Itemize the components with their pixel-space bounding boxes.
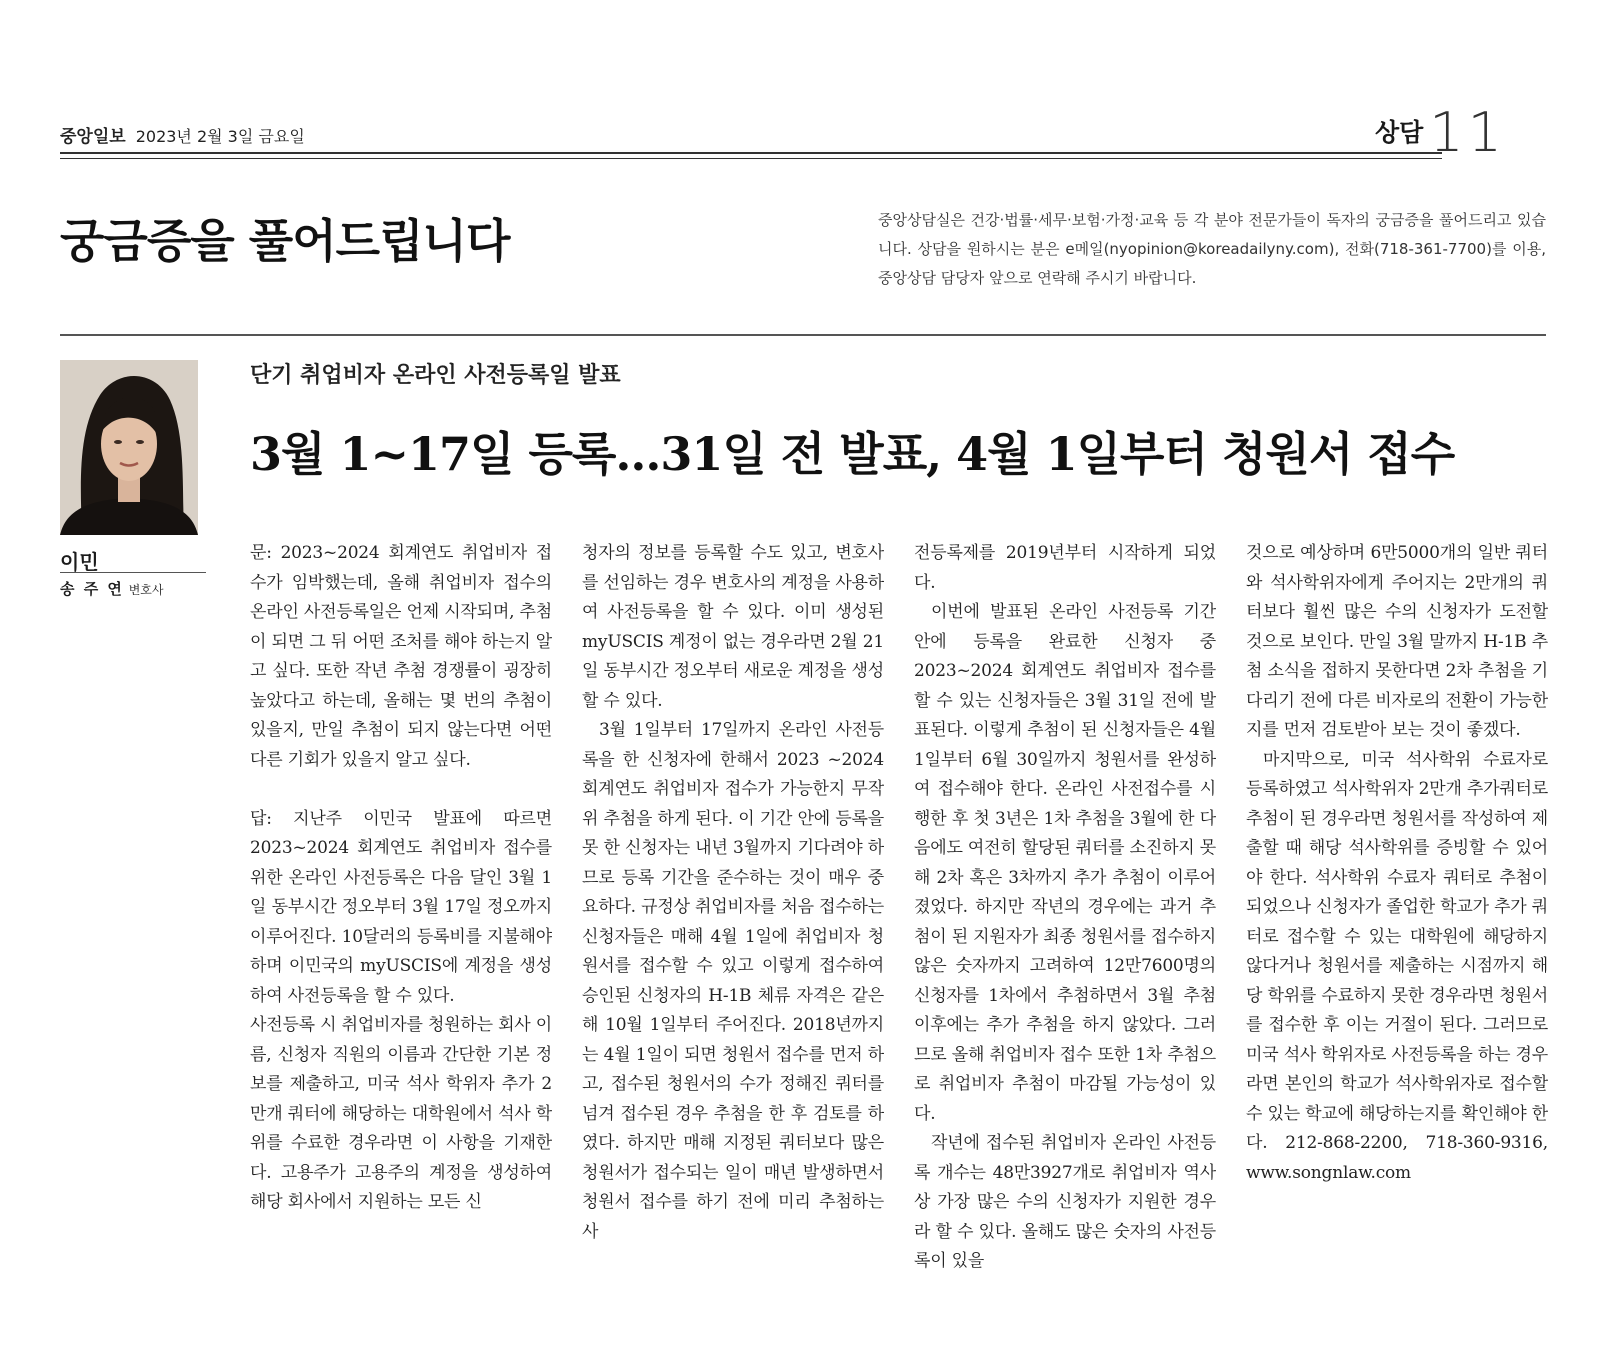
article-column-2 bbox=[582, 539, 884, 1334]
masthead-rule-thin bbox=[60, 158, 1442, 159]
masthead-rule-thick bbox=[60, 152, 1442, 154]
issue-date: 2023년 2월 3일 금요일 bbox=[135, 127, 305, 146]
section-banner-title: 궁금증을 풀어드립니다 bbox=[60, 214, 510, 268]
section-intro: 중앙상담실은 건강·법률·세무·보험·가정·교육 등 각 분야 전문가들이 독자의 궁금증을 풀어드리고 있습니다. 상담을 원하시는 분은 e메일(nyopinion@koreadailyny.com), 전화(718-361-7700)를 이용, 중앙상담 담당자 앞으로 연락해 주시기 바랍니다. bbox=[878, 211, 1546, 287]
columnist-photo bbox=[60, 360, 198, 535]
column-3-paragraph-3: 작년에 접수된 취업비자 온라인 사전등록 개수는 48만3927개로 취업비자 역사상 가장 많은 수의 신청자가 지원한 경우라 할 수 있다. 올해도 많은 숫자의 사전등록이 있을 bbox=[914, 1133, 1216, 1271]
banner-divider bbox=[60, 334, 1546, 336]
article-subhead: 단기 취업비자 온라인 사전등록일 발표 bbox=[250, 363, 621, 388]
column-1-paragraph-1: 문: 2023~2024 회계연도 취업비자 접수가 임박했는데, 올해 취업비자 접수의 온라인 사전등록일은 언제 시작되며, 추첨이 되면 그 뒤 어떤 조처를 해야 하는지 알고 싶다. 또한 작년 추첨 경쟁률이 굉장히 높았다고 하는데, 올해는 몇 번의 추첨이 있을지, 만일 추첨이 되지 않는다면 어떤 다른 기회가 있을지 알고 싶다. bbox=[250, 543, 552, 770]
category-rule bbox=[60, 572, 206, 573]
columnist-portrait-image bbox=[60, 360, 198, 535]
page-number: 11 bbox=[1429, 101, 1506, 164]
column-4-paragraph-2: 마지막으로, 미국 석사학위 수료자로 등록하였고 석사학위자 2만개 추가쿼터로 추첨이 된 경우라면 청원서를 작성하여 제출할 때 해당 석사학위를 증빙할 수 있어야 한다. 석사학위 수료자 쿼터로 추첨이 되었으나 신청자가 졸업한 학교가 추가 쿼터로 접수할 수 있는 대학원에 해당하지 않다거나 청원서를 제출하는 시점까지 해당 학위를 수료하지 못한 경우라면 청원서를 접수한 후 이는 거절이 된다. 그러므로 미국 석사 학위자로 사전등록을 하는 경우라면 본인의 학교가 석사학위자로 접수할 수 있는 학교에 해당하는지를 확인해야 한다. 212-868-2200, 718-360-9316, www.songnlaw.com bbox=[1246, 749, 1548, 1183]
columnist-name: 송 주 연 bbox=[60, 580, 124, 598]
section-name: 상담 bbox=[1374, 118, 1424, 147]
article-headline: 3월 1~17일 등록…31일 전 발표, 4월 1일부터 청원서 접수 bbox=[250, 427, 1455, 481]
column-category: 이민 bbox=[60, 550, 99, 574]
paper-name: 중앙일보 bbox=[60, 127, 126, 147]
article-column-4 bbox=[1246, 539, 1548, 1334]
column-1-paragraph-3: 사전등록 시 취업비자를 청원하는 회사 이름, 신청자 직원의 이름과 간단한 기본 정보를 제출하고, 미국 석사 학위자 추가 2만개 쿼터에 해당하는 대학원에서 석사 학위를 수료한 경우라면 이 사항을 기재한다. 고용주가 고용주의 계정을 생성하여 해당 회사에서 지원하는 모든 신 bbox=[250, 1015, 552, 1212]
article-column-1 bbox=[250, 539, 552, 1334]
columnist-title: 변호사 bbox=[128, 583, 164, 597]
column-1-paragraph-2: 답: 지난주 이민국 발표에 따르면 2023~2024 회계연도 취업비자 접수를 위한 온라인 사전등록은 다음 달인 3월 1일 동부시간 정오부터 3월 17일 정오까지 이루어진다. 10달러의 등록비를 지불해야 하며 이민국의 myUSCIS에 계정을 생성하여 사전등록을 할 수 있다. bbox=[250, 808, 552, 1006]
column-3-paragraph-1: 전등록제를 2019년부터 시작하게 되었다. bbox=[914, 543, 1216, 593]
article-column-3 bbox=[914, 539, 1216, 1334]
column-2-paragraph-2: 3월 1일부터 17일까지 온라인 사전등록을 한 신청자에 한해서 2023 ~2024 회계연도 취업비자 접수가 가능한지 무작위 추첨을 하게 된다. 이 기간 안에 등록을 못 한 신청자는 내년 3월까지 기다려야 하므로 등록 기간을 준수하는 것이 매우 중요하다. 규정상 취업비자를 처음 접수하는 신청자들은 매해 4월 1일에 취업비자 청원서를 접수할 수 있고 이렇게 접수하여 승인된 신청자의 H-1B 체류 자격은 같은 해 10월 1일부터 주어진다. 2018년까지는 4월 1일이 되면 청원서 접수를 먼저 하고, 접수된 청원서의 수가 정해진 쿼터를 넘겨 접수된 경우 추첨을 한 후 검토를 하였다. 하지만 매해 지정된 쿼터보다 많은 청원서가 접수되는 일이 매년 발생하면서 청원서 접수를 하기 전에 미리 추첨하는 사 bbox=[582, 720, 884, 1242]
masthead bbox=[60, 122, 305, 147]
columnist-byline bbox=[60, 578, 163, 599]
column-3-paragraph-2: 이번에 발표된 온라인 사전등록 기간 안에 등록을 완료한 신청자 중 2023~2024 회계연도 취업비자 접수를 할 수 있는 신청자들은 3월 31일 전에 발표된다. 이렇게 추첨이 된 신청자들은 4월 1일부터 6월 30일까지 청원서를 완성하여 접수해야 한다. 온라인 사전접수를 시행한 후 첫 3년은 1차 추첨을 3월에 한 다음에도 여전히 할당된 쿼터를 소진하지 못해 2차 혹은 3차까지 추가 추첨이 이루어졌었다. 하지만 작년의 경우에는 과거 추첨이 된 지원자가 최종 청원서를 접수하지 않은 숫자까지 고려하여 12만7600명의 신청자를 1차에서 추첨하면서 3월 추첨 이후에는 추가 추첨을 하지 않았다. 그러므로 올해 취업비자 접수 또한 1차 추첨으로 취업비자 추첨이 마감될 가능성이 있다. bbox=[914, 602, 1216, 1124]
column-2-paragraph-1: 청자의 정보를 등록할 수도 있고, 변호사를 선임하는 경우 변호사의 계정을 사용하여 사전등록을 할 수 있다. 이미 생성된 myUSCIS 계정이 없는 경우라면 2월 21일 동부시간 정오부터 새로운 계정을 생성할 수 있다. bbox=[582, 543, 884, 711]
column-4-paragraph-1: 것으로 예상하며 6만5000개의 일반 쿼터와 석사학위자에게 주어지는 2만개의 쿼터보다 훨씬 많은 수의 신청자가 도전할 것으로 보인다. 만일 3월 말까지 H-1B 추첨 소식을 접하지 못한다면 2차 추첨을 기다리기 전에 다른 비자로의 전환이 가능한지를 먼저 검토받아 보는 것이 좋겠다. bbox=[1246, 543, 1548, 740]
